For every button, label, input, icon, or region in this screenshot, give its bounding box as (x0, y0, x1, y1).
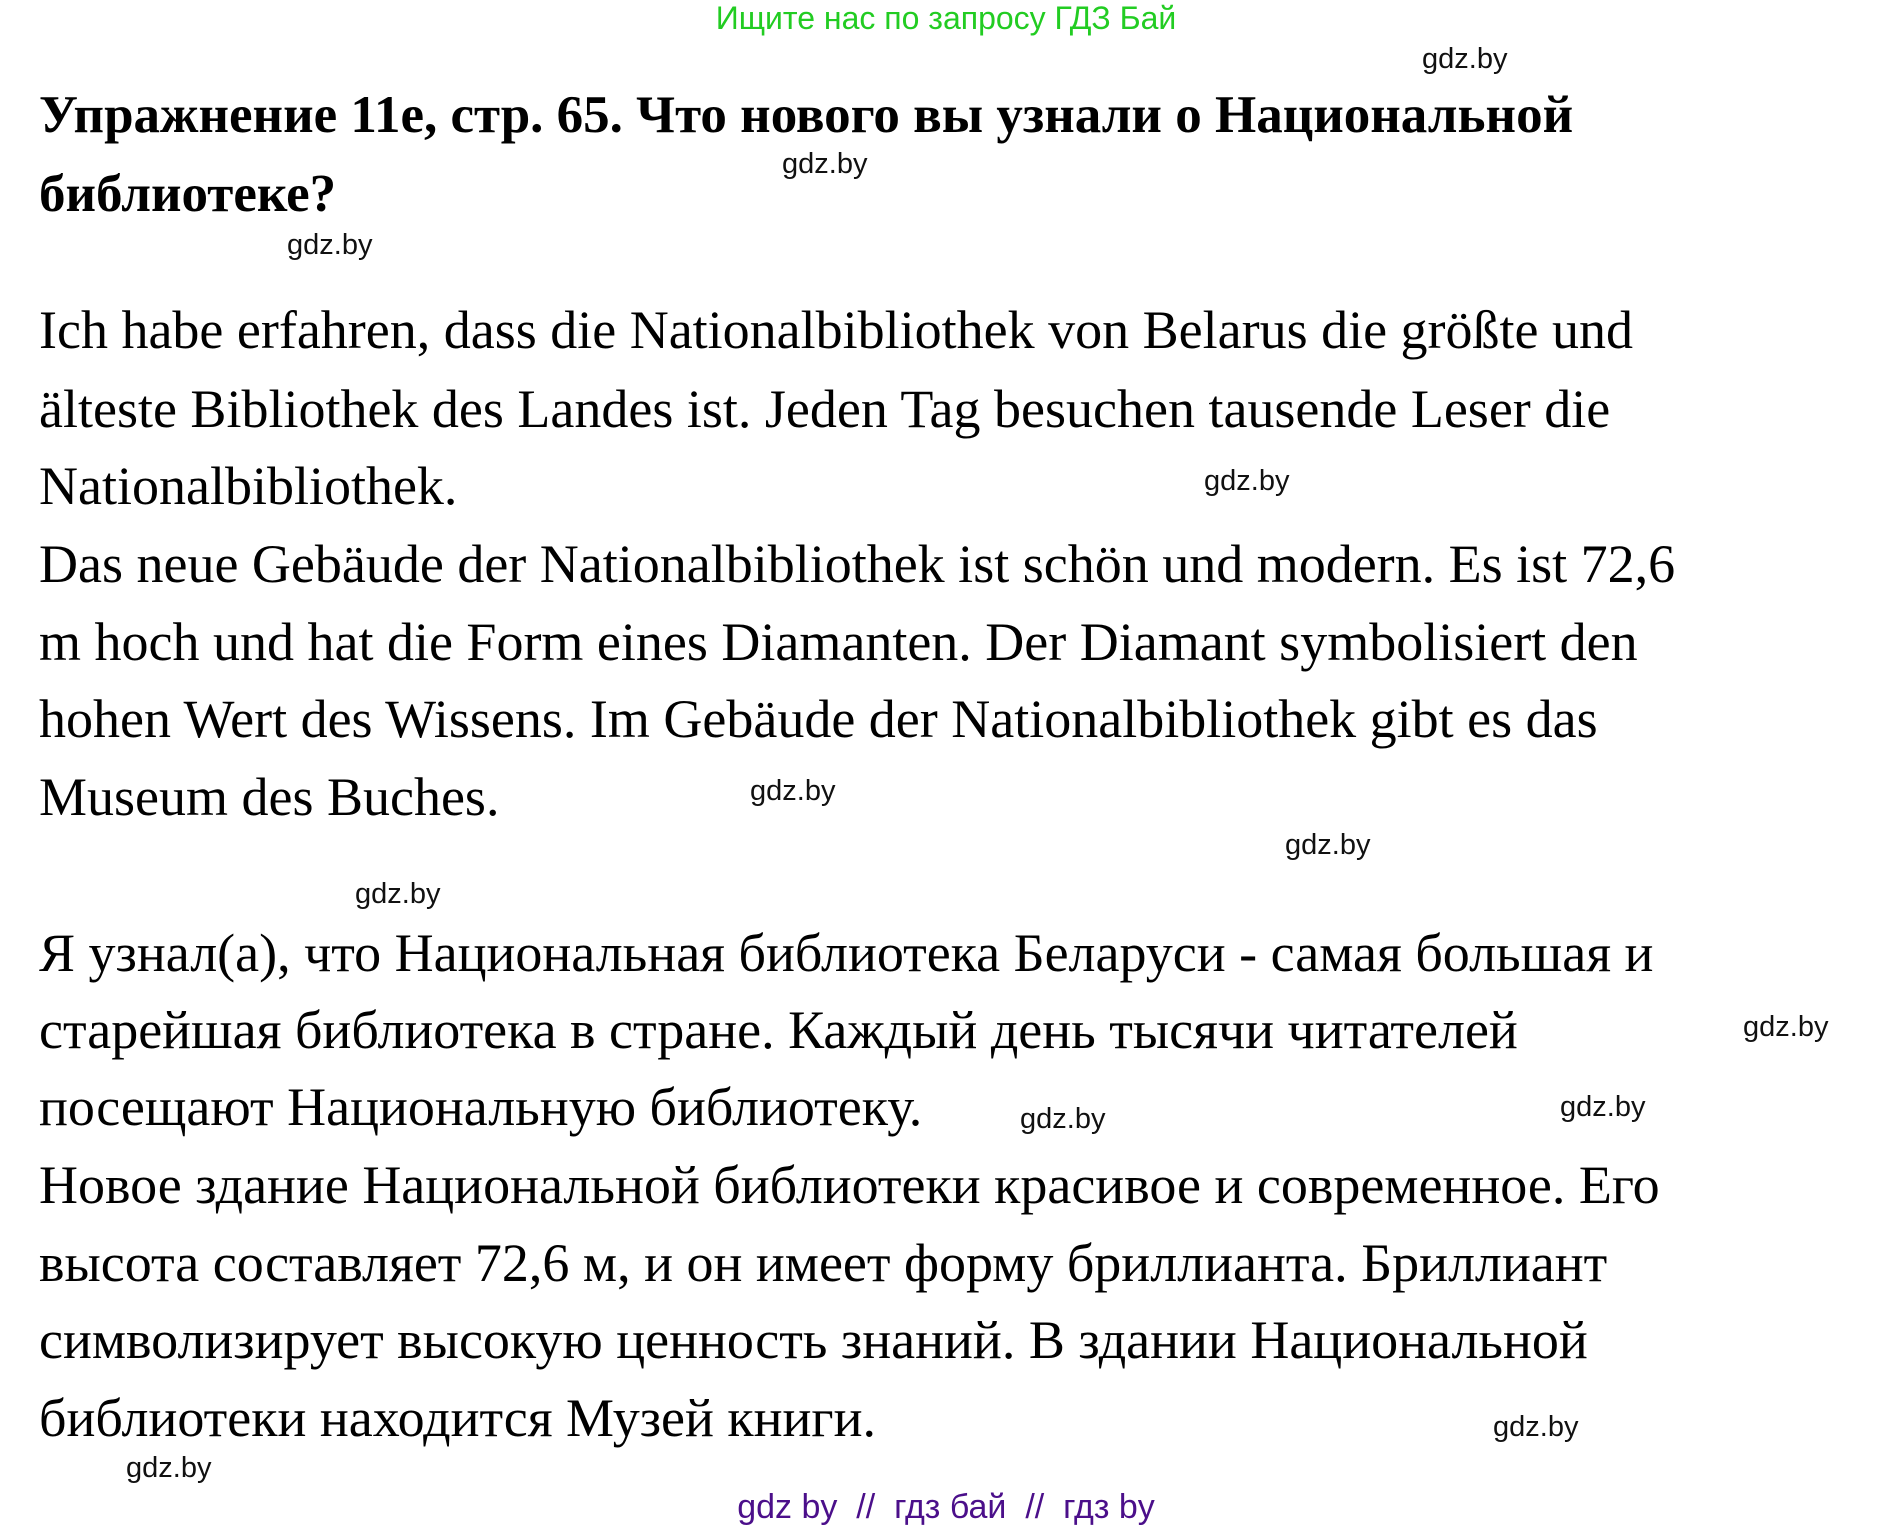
text-line: старейшая библиотека в стране. Каждый день тысячи читателей (39, 1000, 1518, 1060)
text-line: символизирует высокую ценность знаний. В здании Национальной (39, 1310, 1588, 1370)
text-line: hohen Wert des Wissens. Im Gebäude der Nationalbibliothek gibt es das (39, 689, 1598, 749)
heading-line-2: библиотеке? (39, 165, 337, 223)
watermark: gdz.by (782, 148, 868, 180)
watermark: gdz.by (355, 878, 441, 910)
footer-watermark: gdz by // гдз бай // гдз by (737, 1488, 1155, 1526)
watermark: gdz.by (1204, 465, 1290, 497)
watermark: gdz.by (750, 775, 836, 807)
text-line: m hoch und hat die Form eines Diamanten. Der Diamant symbolisiert den (39, 612, 1638, 672)
heading-line-1: Упражнение 11e, стр. 65. Что нового вы узнали о Национальной (39, 86, 1574, 144)
text-line: Museum des Buches. (39, 767, 500, 827)
text-line: посещают Национальную библиотеку. (39, 1077, 923, 1137)
text-line: Das neue Gebäude der Nationalbibliothek ist schön und modern. Es ist 72,6 (39, 534, 1676, 594)
text-line: älteste Bibliothek des Landes ist. Jeden Tag besuchen tausende Leser die (39, 379, 1611, 439)
watermark: gdz.by (1560, 1091, 1646, 1123)
watermark: gdz.by (1020, 1103, 1106, 1135)
text-line: библиотеки находится Музей книги. (39, 1388, 876, 1448)
text-line: Новое здание Национальной библиотеки красивое и современное. Его (39, 1155, 1660, 1215)
text-line: Ich habe erfahren, dass die Nationalbibliothek von Belarus die größte und (39, 300, 1634, 360)
text-line: Nationalbibliothek. (39, 456, 458, 516)
text-line: высота составляет 72,6 м, и он имеет форму бриллианта. Бриллиант (39, 1233, 1608, 1293)
watermark: gdz.by (126, 1452, 212, 1484)
watermark: gdz.by (1422, 43, 1508, 75)
top-banner: Ищите нас по запросу ГДЗ Бай (715, 0, 1177, 36)
watermark: gdz.by (1285, 829, 1371, 861)
watermark: gdz.by (1743, 1011, 1829, 1043)
watermark: gdz.by (1493, 1411, 1579, 1443)
watermark: gdz.by (287, 229, 373, 261)
text-line: Я узнал(а), что Национальная библиотека Беларуси - самая большая и (39, 923, 1654, 983)
